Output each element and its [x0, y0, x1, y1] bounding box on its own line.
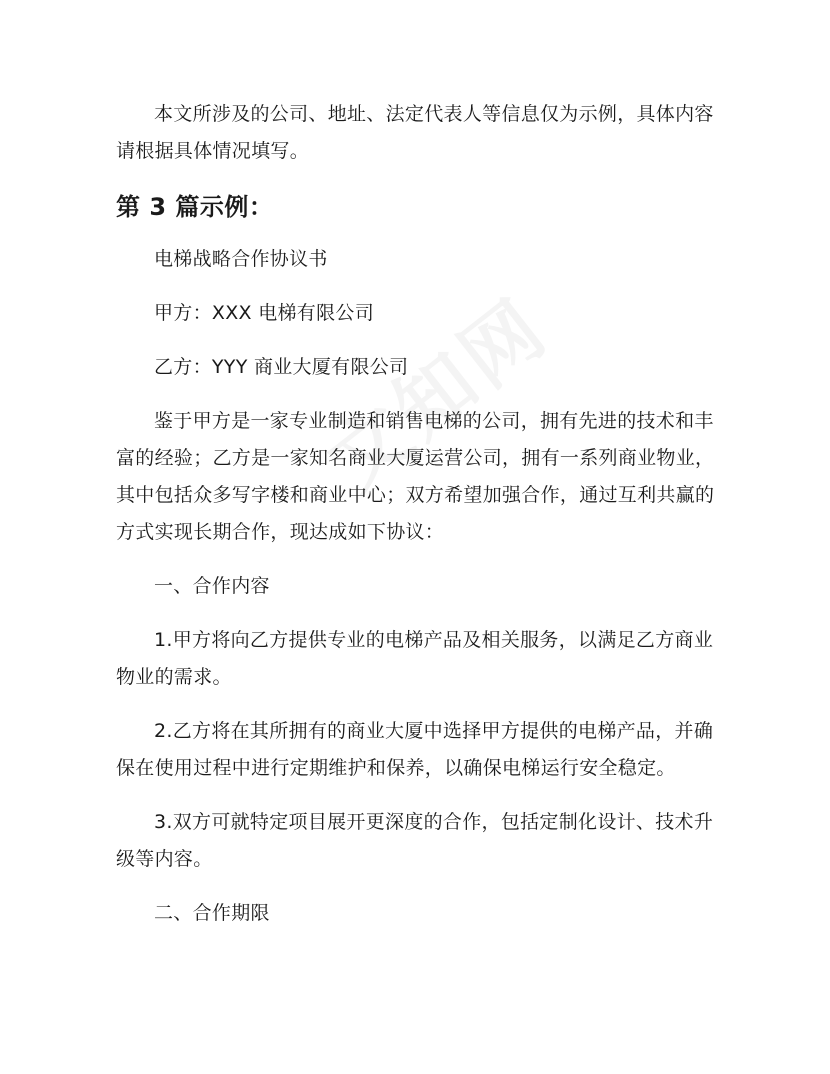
- clause-2: 2.乙方将在其所拥有的商业大厦中选择甲方提供的电梯产品，并确保在使用过程中进行定期维护和保养，以确保电梯运行安全稳定。: [116, 720, 714, 779]
- clause-1: 1.甲方将向乙方提供专业的电梯产品及相关服务，以满足乙方商业物业的需求。: [116, 629, 714, 688]
- section-heading: 第 3 篇示例：: [116, 193, 274, 221]
- preamble: 鉴于甲方是一家专业制造和销售电梯的公司，拥有先进的技术和丰富的经验；乙方是一家知名商业大厦运营公司，拥有一系列商业物业，其中包括众多写字楼和商业中心；双方希望加强合作，通过互利共赢的方式实现长期合作，现达成如下协议：: [116, 410, 715, 543]
- intro-note: 本文所涉及的公司、地址、法定代表人等信息仅为示例，具体内容请根据具体情况填写。: [116, 103, 714, 162]
- party-a: 甲方：XXX 电梯有限公司: [154, 302, 374, 324]
- agreement-title: 电梯战略合作协议书: [154, 248, 328, 270]
- document-body: [116, 96, 716, 949]
- section-one-title: 一、合作内容: [154, 575, 270, 597]
- party-b: 乙方：YYY 商业大厦有限公司: [154, 356, 409, 378]
- clause-3: 3.双方可就特定项目展开更深度的合作，包括定制化设计、技术升级等内容。: [116, 811, 714, 870]
- section-two-title: 二、合作期限: [154, 902, 270, 924]
